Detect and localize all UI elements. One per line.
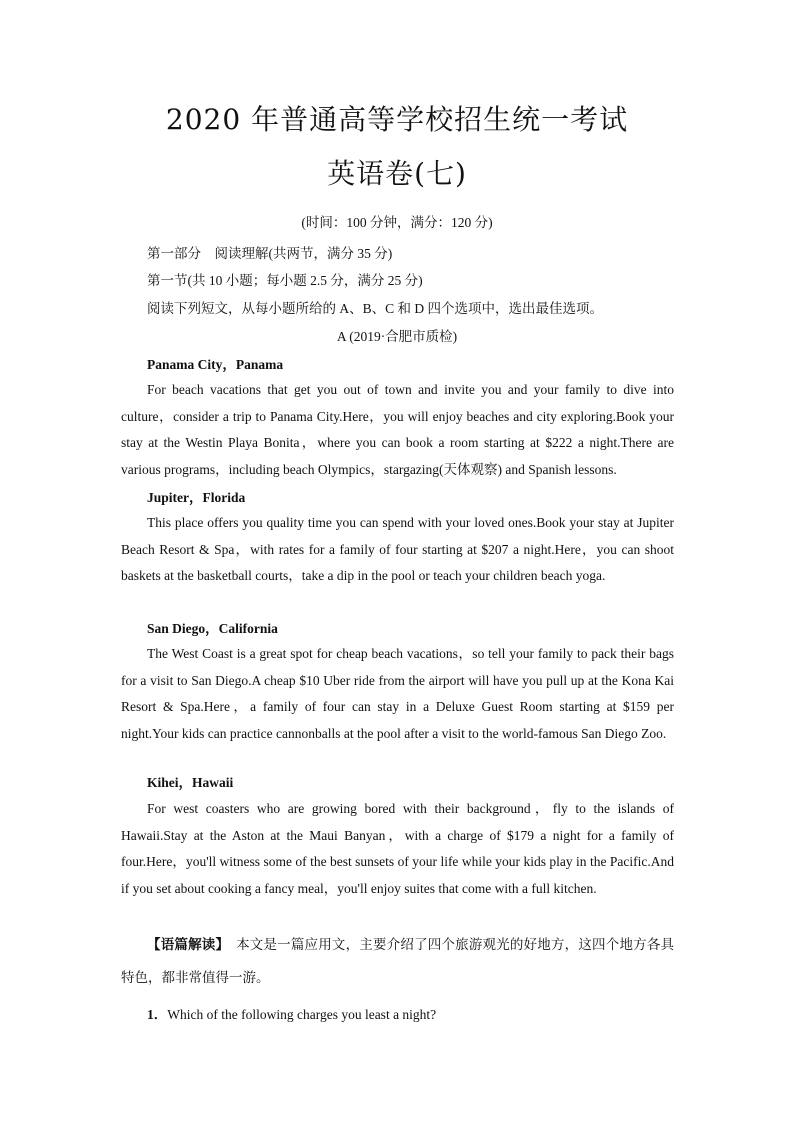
passage-text-panama: For beach vacations that get you out of town and invite you and your family to dive into culture，consider a trip to Panama City.Here，you will enjoy beaches and city exploring.Book your stay at the Westin Playa Bonita，where you can book a room starting at $222 a night.There are various programs，including beach Olympics，stargazing(天体观察) and Spanish lessons.: [121, 382, 674, 477]
question-text: Which of the following charges you least a night?: [167, 1007, 437, 1022]
passage-label: A (2019·合肥市质检): [336, 329, 458, 344]
question-1: [147, 1006, 436, 1024]
time-info: (时间：100 分钟，满分：120 分): [301, 215, 493, 230]
passage-heading-kihei: Kihei，Hawaii: [147, 775, 234, 790]
question-number: 1．: [147, 1007, 168, 1022]
analysis-text: 本文是一篇应用文，主要介绍了四个旅游观光的好地方，这四个地方各具特色，都非常值得一游。: [121, 937, 675, 986]
part-heading: 第一部分 阅读理解(共两节，满分 35 分): [147, 246, 393, 261]
analysis-label: 【语篇解读】: [147, 937, 223, 953]
passage-text-jupiter: This place offers you quality time you can spend with your loved ones.Book your stay at Jupiter Beach Resort & Spa，with rates for a family of four starting at $207 a night.Here，you can shoot baskets at the basketball courts，take a dip in the pool or teach your children beach yoga.: [121, 515, 674, 584]
passage-heading-panama: Panama City，Panama: [147, 357, 284, 372]
passage-text-kihei: For west coasters who are growing bored with their background，fly to the islands of Hawaii.Stay at the Aston at the Maui Banyan，with a charge of $179 a night for a family of four.Here，you'll witness some of the best sunsets of your life while your kids play in the Pacific.And if you set about cooking a fancy meal，you'll enjoy suites that come with a full kitchen.: [121, 801, 674, 896]
subsection-heading: 第一节(共 10 小题；每小题 2.5 分，满分 25 分): [147, 273, 423, 288]
passage-analysis: [121, 929, 674, 995]
exam-title: 2020 年普通高等学校招生统一考试: [165, 103, 629, 136]
passage-text-san-diego: The West Coast is a great spot for cheap beach vacations，so tell your family to pack their bags for a visit to San Diego.A cheap $10 Uber ride from the airport will have you pull up at the Kona Kai Resort & Spa.Here，a family of four can stay in a Deluxe Guest Room starting at $159 per night.Your kids can practice cannonballs at the pool after a visit to the world-famous San Diego Zoo.: [121, 646, 674, 741]
exam-subtitle: 英语卷(七): [327, 157, 467, 190]
instructions: 阅读下列短文，从每小题所给的 A、B、C 和 D 四个选项中，选出最佳选项。: [147, 301, 604, 316]
passage-heading-jupiter: Jupiter，Florida: [147, 490, 246, 505]
passage-heading-san-diego: San Diego，California: [147, 621, 278, 636]
